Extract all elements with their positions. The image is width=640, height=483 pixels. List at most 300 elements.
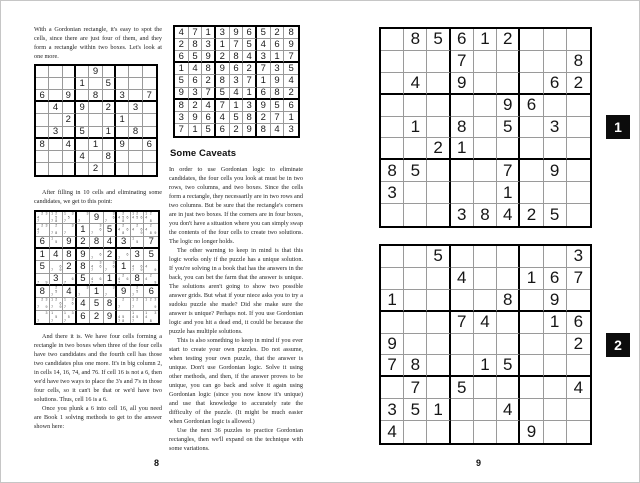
sudoku-cell: 5 bbox=[90, 298, 104, 310]
sudoku-cell: 3 bbox=[381, 182, 404, 204]
sudoku-cell: 3 bbox=[189, 88, 203, 100]
caveats-text-block bbox=[169, 165, 303, 453]
sudoku-cell bbox=[427, 312, 450, 334]
candidate-marks: 3 7 bbox=[104, 286, 115, 298]
sudoku-cell bbox=[451, 355, 474, 377]
sudoku-cell: 7 bbox=[451, 51, 474, 73]
sudoku-cell: 7 bbox=[216, 100, 230, 112]
sudoku-cell: 4 bbox=[257, 39, 271, 51]
sudoku-cell bbox=[544, 246, 567, 268]
sudoku-cell: 8 bbox=[36, 139, 49, 151]
sudoku-cell bbox=[90, 249, 104, 261]
sudoku-cell: 4 bbox=[474, 312, 497, 334]
sudoku-cell bbox=[63, 127, 76, 139]
sudoku-cell bbox=[404, 334, 427, 356]
sudoku-cell: 9 bbox=[63, 237, 77, 249]
sudoku-cell bbox=[544, 377, 567, 399]
sudoku-cell: 1 bbox=[104, 274, 118, 286]
sudoku-cell: 1 bbox=[427, 399, 450, 421]
sudoku-cell bbox=[36, 298, 50, 310]
sudoku-cell: 9 bbox=[544, 290, 567, 312]
sudoku-cell bbox=[63, 78, 76, 90]
sudoku-cell bbox=[427, 95, 450, 117]
sudoku-cell bbox=[50, 286, 64, 298]
sudoku-cell bbox=[427, 290, 450, 312]
sudoku-cell bbox=[451, 95, 474, 117]
sudoku-cell bbox=[381, 377, 404, 399]
sudoku-cell bbox=[104, 212, 118, 224]
sudoku-cell: 1 bbox=[202, 27, 216, 39]
sudoku-cell: 9 bbox=[544, 160, 567, 182]
sudoku-cell: 1 bbox=[404, 117, 427, 139]
sudoku-cell bbox=[520, 334, 543, 356]
sudoku-cell: 8 bbox=[202, 63, 216, 75]
sudoku-cell bbox=[544, 95, 567, 117]
sudoku-cell bbox=[116, 78, 129, 90]
sudoku-cell bbox=[49, 139, 62, 151]
sudoku-cell: 4 bbox=[497, 399, 520, 421]
sudoku-cell bbox=[474, 268, 497, 290]
sudoku-cell bbox=[544, 138, 567, 160]
sudoku-cell bbox=[143, 114, 156, 126]
sudoku-cell bbox=[49, 114, 62, 126]
sudoku-cell bbox=[76, 90, 89, 102]
sudoku-cell bbox=[49, 90, 62, 102]
sudoku-cell: 1 bbox=[90, 286, 104, 298]
sudoku-cell bbox=[381, 95, 404, 117]
sudoku-cell: 2 bbox=[104, 249, 118, 261]
candidate-marks: 1 2 7 bbox=[131, 298, 139, 310]
sudoku-cell: 9 bbox=[284, 39, 298, 51]
sudoku-cell bbox=[144, 212, 158, 224]
sudoku-cell: 5 bbox=[77, 274, 91, 286]
sudoku-cell bbox=[129, 139, 142, 151]
sudoku-cell bbox=[50, 224, 64, 236]
sudoku-cell: 5 bbox=[175, 75, 189, 87]
candidate-marks: 6 7 9 bbox=[50, 265, 61, 273]
sudoku-cell bbox=[49, 66, 62, 78]
sudoku-cell: 8 bbox=[474, 204, 497, 226]
sudoku-cell bbox=[544, 51, 567, 73]
sudoku-cell bbox=[50, 261, 64, 273]
sudoku-cell: 5 bbox=[427, 29, 450, 51]
sudoku-cell: 7 bbox=[257, 63, 271, 75]
sudoku-cell bbox=[427, 334, 450, 356]
sudoku-cell bbox=[144, 224, 158, 236]
sudoku-cell: 3 bbox=[567, 246, 590, 268]
sudoku-cell bbox=[131, 311, 145, 323]
sudoku-cell: 4 bbox=[104, 237, 118, 249]
sudoku-cell: 3 bbox=[243, 100, 257, 112]
sudoku-cell bbox=[474, 377, 497, 399]
sudoku-cell: 8 bbox=[230, 51, 244, 63]
sudoku-cell: 9 bbox=[520, 421, 543, 443]
sudoku-cell: 2 bbox=[243, 63, 257, 75]
sudoku-cell: 3 bbox=[381, 399, 404, 421]
sudoku-cell bbox=[117, 224, 131, 236]
sudoku-cell: 8 bbox=[271, 88, 285, 100]
sudoku-cell bbox=[103, 114, 116, 126]
sudoku-cell: 7 bbox=[381, 355, 404, 377]
sudoku-cell: 2 bbox=[257, 112, 271, 124]
caveats-paragraph-2: The other warning to keep in mind is that this logic works only if the puzzle has a unique solution. If you're solving in a book that has the answers in the back, you can bet the farm that the answer is unique. The solutions aren't going to show two possible answer grids. But what if your niece asks you to try a sudoku puzzle she made? Did she make sure the answer is unique? Perhaps not. If you use Gordonian logic and you hit a dead end, it could be because the puzzle has multiple solutions. bbox=[169, 247, 303, 335]
sudoku-cell bbox=[76, 66, 89, 78]
sudoku-cell: 3 bbox=[129, 102, 142, 114]
sudoku-cell bbox=[567, 117, 590, 139]
sudoku-cell bbox=[474, 421, 497, 443]
sudoku-cell bbox=[50, 298, 64, 310]
sudoku-cell: 4 bbox=[381, 421, 404, 443]
sudoku-cell: 2 bbox=[271, 27, 285, 39]
sudoku-cell bbox=[117, 311, 131, 323]
sudoku-cell: 3 bbox=[175, 112, 189, 124]
sudoku-cell: 7 bbox=[230, 39, 244, 51]
sudoku-cell: 6 bbox=[567, 312, 590, 334]
sudoku-cell bbox=[63, 311, 77, 323]
sudoku-cell: 5 bbox=[103, 78, 116, 90]
transition-text-block bbox=[34, 188, 162, 206]
sudoku-cell bbox=[381, 73, 404, 95]
candidate-marks: 1 2 4 8 bbox=[145, 212, 153, 224]
sudoku-cell bbox=[103, 90, 116, 102]
sudoku-cell: 1 bbox=[189, 124, 203, 136]
sudoku-cell bbox=[520, 51, 543, 73]
candidates-grid bbox=[34, 210, 160, 325]
sudoku-cell bbox=[104, 286, 118, 298]
sudoku-cell: 6 bbox=[175, 51, 189, 63]
candidate-marks: 2 3 7 9 bbox=[37, 298, 48, 310]
sudoku-cell: 1 bbox=[284, 112, 298, 124]
sudoku-cell: 4 bbox=[63, 286, 77, 298]
sudoku-cell: 4 bbox=[404, 73, 427, 95]
sudoku-cell: 8 bbox=[404, 355, 427, 377]
sudoku-cell: 8 bbox=[129, 127, 142, 139]
sudoku-cell bbox=[90, 224, 104, 236]
sudoku-cell bbox=[36, 311, 50, 323]
sudoku-cell bbox=[129, 66, 142, 78]
sudoku-cell: 2 bbox=[175, 39, 189, 51]
sudoku-cell: 5 bbox=[257, 27, 271, 39]
sudoku-cell bbox=[76, 139, 89, 151]
sudoku-cell: 2 bbox=[77, 237, 91, 249]
sudoku-cell: 1 bbox=[544, 312, 567, 334]
candidate-marks: 3 7 bbox=[64, 224, 74, 236]
candidate-marks: 3 7 bbox=[77, 286, 89, 298]
sudoku-cell: 7 bbox=[175, 124, 189, 136]
sudoku-cell bbox=[520, 377, 543, 399]
candidate-marks: 4 6 7 9 bbox=[131, 265, 143, 273]
sudoku-cell: 8 bbox=[189, 39, 203, 51]
sudoku-cell bbox=[131, 286, 145, 298]
candidate-marks: 2 4 9 bbox=[145, 273, 157, 285]
sudoku-cell: 7 bbox=[143, 90, 156, 102]
sudoku-cell bbox=[474, 95, 497, 117]
sudoku-cell bbox=[497, 268, 520, 290]
sudoku-cell bbox=[76, 163, 89, 175]
sudoku-cell: 8 bbox=[36, 286, 50, 298]
sudoku-cell: 8 bbox=[284, 27, 298, 39]
candidate-marks: 2 7 bbox=[118, 298, 125, 310]
sudoku-cell bbox=[497, 334, 520, 356]
sudoku-cell bbox=[103, 163, 116, 175]
sudoku-cell: 7 bbox=[243, 75, 257, 87]
sudoku-cell: 6 bbox=[189, 75, 203, 87]
sudoku-cell: 5 bbox=[243, 39, 257, 51]
sudoku-cell bbox=[36, 274, 50, 286]
sudoku-cell: 4 bbox=[451, 268, 474, 290]
sudoku-cell bbox=[404, 312, 427, 334]
sudoku-cell bbox=[381, 117, 404, 139]
sudoku-cell bbox=[143, 151, 156, 163]
sudoku-cell: 9 bbox=[189, 112, 203, 124]
sudoku-cell bbox=[427, 182, 450, 204]
caveats-paragraph-3: This is also something to keep in mind if you ever start to create your own puzzles. Do not assume, when testing your own puzzle, that the answer is unique. Don't use Gordonian logic. Solve it using other methods, and then, if the answer proves to be unique, you can go back and solve it again using Gordonian logic (since you now know it's unique) and use that knowledge to accurately rate the difficulty of the puzzle. (It might be much easier when Gordonian logic is allowed.) bbox=[169, 337, 303, 425]
sudoku-cell bbox=[117, 274, 131, 286]
sudoku-cell: 5 bbox=[76, 127, 89, 139]
sudoku-cell bbox=[567, 290, 590, 312]
sudoku-cell bbox=[381, 51, 404, 73]
sudoku-cell bbox=[474, 51, 497, 73]
sudoku-cell bbox=[404, 95, 427, 117]
sudoku-cell bbox=[381, 312, 404, 334]
sudoku-cell: 3 bbox=[271, 63, 285, 75]
sudoku-cell: 4 bbox=[63, 139, 76, 151]
sudoku-cell bbox=[497, 51, 520, 73]
sudoku-cell: 7 bbox=[202, 88, 216, 100]
sudoku-cell bbox=[129, 90, 142, 102]
sudoku-cell bbox=[427, 51, 450, 73]
sudoku-cell bbox=[89, 114, 102, 126]
sudoku-cell bbox=[50, 212, 64, 224]
sudoku-cell: 4 bbox=[77, 298, 91, 310]
sudoku-cell: 1 bbox=[257, 75, 271, 87]
sudoku-cell: 4 bbox=[49, 102, 62, 114]
sudoku-cell bbox=[143, 78, 156, 90]
sudoku-cell bbox=[131, 237, 145, 249]
sudoku-cell bbox=[117, 249, 131, 261]
closing-paragraph-1: And there it is. We have four cells forming a rectangle in two boxes when three of the four cells have two candidates and the fourth cell has those two candidates plus one more. It's in big column 2, in cells 14, 16, 74, and 76. If cell 16 is not a 6, then we'd have two ways to place the 3's and 7's in those four cells, so it can't be that or we'd have two solutions. Thus, cell 16 is a 6. bbox=[34, 333, 162, 403]
candidate-marks: 6 7 bbox=[118, 252, 129, 261]
sudoku-cell: 8 bbox=[104, 298, 118, 310]
sudoku-cell bbox=[131, 212, 145, 224]
sudoku-cell: 1 bbox=[243, 88, 257, 100]
sudoku-cell: 9 bbox=[76, 102, 89, 114]
sudoku-cell: 6 bbox=[544, 73, 567, 95]
sudoku-cell bbox=[63, 151, 76, 163]
example-puzzle-grid bbox=[34, 64, 158, 177]
sudoku-cell: 7 bbox=[451, 312, 474, 334]
sudoku-cell bbox=[404, 421, 427, 443]
sudoku-cell: 1 bbox=[497, 182, 520, 204]
sudoku-cell: 9 bbox=[243, 124, 257, 136]
sudoku-cell bbox=[36, 163, 49, 175]
sudoku-cell: 5 bbox=[271, 100, 285, 112]
sudoku-cell: 6 bbox=[271, 39, 285, 51]
sudoku-cell bbox=[520, 312, 543, 334]
sudoku-cell: 4 bbox=[202, 100, 216, 112]
candidate-marks: 1 5 bbox=[131, 236, 139, 244]
sudoku-cell: 9 bbox=[216, 63, 230, 75]
sudoku-cell bbox=[544, 355, 567, 377]
sudoku-cell: 6 bbox=[77, 311, 91, 323]
sudoku-cell: 4 bbox=[50, 249, 64, 261]
sudoku-cell bbox=[567, 182, 590, 204]
sudoku-cell: 9 bbox=[63, 90, 76, 102]
sudoku-cell: 8 bbox=[567, 51, 590, 73]
candidate-marks: 1 5 bbox=[50, 236, 57, 244]
sudoku-cell bbox=[474, 160, 497, 182]
sudoku-cell: 6 bbox=[230, 63, 244, 75]
sudoku-cell bbox=[117, 212, 131, 224]
sudoku-cell: 6 bbox=[451, 29, 474, 51]
sudoku-cell bbox=[63, 66, 76, 78]
candidate-marks: 1 2 6 7 9 bbox=[50, 298, 61, 310]
candidate-marks: 1 3 5 7 bbox=[64, 212, 74, 224]
sudoku-cell bbox=[129, 114, 142, 126]
sudoku-cell: 6 bbox=[216, 124, 230, 136]
sudoku-cell bbox=[129, 163, 142, 175]
sudoku-cell: 6 bbox=[284, 100, 298, 112]
candidate-marks: 2 7 8 bbox=[50, 224, 57, 236]
sudoku-cell bbox=[36, 66, 49, 78]
candidate-marks: 3 7 bbox=[37, 310, 48, 323]
sudoku-cell: 9 bbox=[116, 139, 129, 151]
sudoku-cell bbox=[520, 29, 543, 51]
sudoku-cell bbox=[474, 73, 497, 95]
sudoku-cell: 9 bbox=[381, 334, 404, 356]
sudoku-cell: 2 bbox=[63, 114, 76, 126]
candidate-marks: 1 3 5 7 bbox=[64, 310, 74, 323]
sudoku-cell: 8 bbox=[404, 29, 427, 51]
sudoku-cell: 4 bbox=[189, 63, 203, 75]
sudoku-cell: 1 bbox=[271, 51, 285, 63]
sudoku-cell bbox=[36, 151, 49, 163]
sudoku-cell: 5 bbox=[427, 246, 450, 268]
sudoku-cell: 7 bbox=[497, 160, 520, 182]
sudoku-cell: 1 bbox=[216, 39, 230, 51]
sudoku-cell: 8 bbox=[77, 261, 91, 273]
sudoku-cell: 1 bbox=[117, 261, 131, 273]
sudoku-cell bbox=[104, 261, 118, 273]
sudoku-cell bbox=[143, 66, 156, 78]
sudoku-cell bbox=[381, 204, 404, 226]
intro-text-block bbox=[34, 25, 162, 61]
sudoku-cell bbox=[131, 224, 145, 236]
sudoku-cell bbox=[381, 246, 404, 268]
sudoku-cell bbox=[404, 204, 427, 226]
sudoku-cell: 2 bbox=[427, 138, 450, 160]
sudoku-cell bbox=[63, 298, 77, 310]
sudoku-cell bbox=[451, 290, 474, 312]
sudoku-cell bbox=[36, 224, 50, 236]
puzzle-number-tab-2: 2 bbox=[606, 333, 630, 357]
sudoku-cell bbox=[90, 274, 104, 286]
sudoku-cell: 7 bbox=[404, 377, 427, 399]
sudoku-cell: 3 bbox=[116, 90, 129, 102]
sudoku-cell bbox=[117, 298, 131, 310]
sudoku-cell: 7 bbox=[567, 268, 590, 290]
sudoku-cell: 9 bbox=[202, 51, 216, 63]
sudoku-cell bbox=[50, 237, 64, 249]
sudoku-cell bbox=[89, 78, 102, 90]
sudoku-cell bbox=[427, 268, 450, 290]
sudoku-cell bbox=[49, 163, 62, 175]
candidate-marks: 3 6 7 bbox=[91, 224, 102, 236]
sudoku-cell bbox=[381, 268, 404, 290]
sudoku-cell bbox=[116, 66, 129, 78]
sudoku-cell bbox=[404, 51, 427, 73]
candidate-marks: 4 6 7 bbox=[91, 276, 102, 284]
sudoku-cell bbox=[567, 421, 590, 443]
sudoku-cell: 6 bbox=[144, 286, 158, 298]
sudoku-cell bbox=[567, 29, 590, 51]
sudoku-cell: 3 bbox=[288, 124, 294, 136]
sudoku-cell: 4 bbox=[243, 51, 257, 63]
sudoku-cell bbox=[451, 160, 474, 182]
sudoku-cell: 1 bbox=[451, 138, 474, 160]
sudoku-cell bbox=[36, 102, 49, 114]
candidate-marks: 6 7 bbox=[91, 252, 102, 261]
sudoku-cell: 5 bbox=[404, 399, 427, 421]
sudoku-cell: 7 bbox=[144, 237, 158, 249]
sudoku-cell bbox=[49, 151, 62, 163]
sudoku-cell bbox=[520, 355, 543, 377]
sudoku-cell: 2 bbox=[216, 51, 230, 63]
sudoku-cell: 3 bbox=[544, 117, 567, 139]
sudoku-cell: 5 bbox=[230, 112, 244, 124]
practice-puzzle-grid-2 bbox=[379, 244, 592, 445]
sudoku-cell: 1 bbox=[89, 139, 102, 151]
page-number-right: 9 bbox=[476, 458, 482, 468]
candidate-marks: 1 2 3 9 bbox=[145, 298, 157, 310]
sudoku-cell bbox=[103, 66, 116, 78]
sudoku-cell bbox=[474, 290, 497, 312]
sudoku-cell bbox=[427, 377, 450, 399]
sudoku-cell: 2 bbox=[567, 73, 590, 95]
sudoku-cell bbox=[567, 355, 590, 377]
sudoku-cell: 2 bbox=[89, 163, 102, 175]
sudoku-cell: 5 bbox=[451, 377, 474, 399]
candidate-marks: 1 4 5 7 bbox=[131, 310, 139, 323]
sudoku-cell: 6 bbox=[243, 27, 257, 39]
sudoku-cell bbox=[567, 160, 590, 182]
sudoku-cell: 6 bbox=[520, 95, 543, 117]
candidate-marks: 6 7 bbox=[64, 276, 74, 284]
sudoku-cell: 9 bbox=[104, 311, 118, 323]
sudoku-cell bbox=[567, 95, 590, 117]
sudoku-cell bbox=[76, 114, 89, 126]
sudoku-cell bbox=[131, 261, 145, 273]
sudoku-cell: 3 bbox=[257, 51, 271, 63]
sudoku-cell: 9 bbox=[230, 27, 244, 39]
candidate-marks: 2 4 5 6 8 bbox=[118, 212, 129, 224]
sudoku-cell bbox=[404, 138, 427, 160]
sudoku-cell bbox=[451, 334, 474, 356]
sudoku-cell bbox=[77, 212, 91, 224]
sudoku-cell: 1 bbox=[36, 249, 50, 261]
sudoku-cell bbox=[544, 399, 567, 421]
sudoku-cell: 2 bbox=[284, 88, 298, 100]
candidate-marks: 2 5 7 bbox=[131, 286, 139, 298]
candidate-marks: 2 3 4 7 bbox=[37, 224, 48, 236]
sudoku-cell bbox=[451, 182, 474, 204]
sudoku-cell bbox=[381, 29, 404, 51]
transition-paragraph: After filling in 10 cells and eliminating some candidates, we get to this point: bbox=[34, 189, 162, 205]
closing-text-block bbox=[34, 332, 162, 431]
sudoku-cell: 9 bbox=[77, 249, 91, 261]
sudoku-cell: 8 bbox=[216, 75, 230, 87]
sudoku-cell: 9 bbox=[451, 73, 474, 95]
